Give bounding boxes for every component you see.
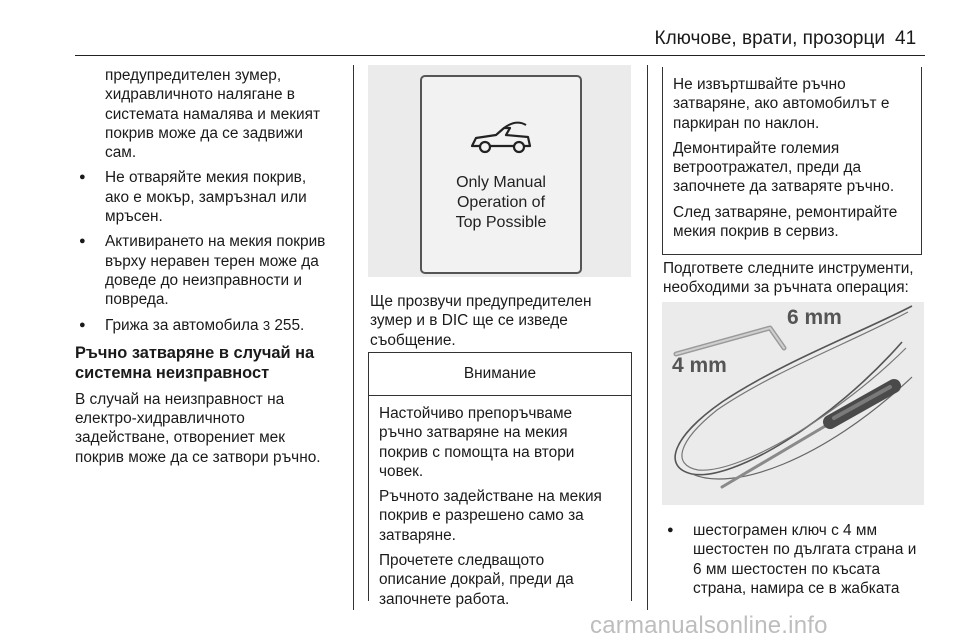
body-paragraph — [75, 390, 350, 467]
text-line: ● Не отваряйте мекия покрив, — [105, 169, 307, 187]
text-line: започнете работа. — [379, 590, 510, 608]
text-line: покрив може да се затвори ръчно. — [75, 448, 321, 466]
display-line: Only Manual — [456, 174, 546, 191]
warning-paragraph — [379, 551, 619, 609]
text-line: хидравличното налягане в — [105, 86, 295, 104]
warning-paragraph — [379, 404, 619, 481]
page-ref-arrow-icon: 3 — [262, 317, 271, 333]
note-paragraph — [673, 203, 921, 242]
text-line: доведе до неизправности и — [105, 271, 303, 289]
heading-line: Ръчно затваряне в случай на — [75, 343, 315, 362]
text-line: съобщение. — [370, 331, 456, 349]
text-line: Ще прозвучи предупредителен — [370, 293, 592, 310]
text-line: 6 мм шестостен по късата — [693, 560, 881, 578]
note-paragraph — [673, 139, 921, 197]
text-line: необходими за ръчната операция: — [663, 279, 909, 297]
bullet-item-care — [75, 316, 350, 335]
text-line: покрив с помощта на втори — [379, 443, 575, 461]
display-message — [422, 173, 580, 233]
care-link-text[interactable]: Грижа за автомобила — [105, 316, 259, 334]
watermark: carmanualsonline.info — [590, 612, 828, 639]
text-line: човек. — [379, 462, 424, 480]
text-line: ръчно затваряне на мекия — [379, 424, 568, 442]
tools-bullet — [663, 515, 928, 598]
display-line: Operation of — [456, 194, 546, 211]
text-line: шестостен по дългата страна и — [693, 541, 917, 559]
column-divider-1 — [353, 65, 354, 610]
continued-text — [75, 66, 350, 162]
text-line: След затваряне, ремонтирайте — [673, 203, 898, 221]
note-box — [662, 67, 922, 255]
warning-title: Внимание — [369, 353, 631, 396]
text-line: системата намалява и мекият — [105, 105, 321, 123]
care-page-ref[interactable]: 255. — [274, 316, 305, 334]
bullet-item — [75, 232, 350, 309]
note-paragraph — [673, 75, 921, 133]
page-header-title: Ключове, врати, прозорци — [654, 28, 885, 49]
text-line: електро-хидравличното — [75, 410, 245, 428]
section-heading — [75, 343, 350, 383]
text-line: предупредителен зумер, — [105, 67, 282, 84]
text-line: Ръчното задействане на мекия — [379, 488, 602, 506]
bullet-item — [75, 168, 350, 226]
tools-illustration — [662, 302, 924, 505]
text-line: паркиран по наклон. — [673, 114, 820, 132]
text-line: върху неравен терен може да — [105, 252, 319, 270]
display-caption — [370, 292, 630, 350]
header-rule — [75, 55, 925, 56]
dic-display-screen — [420, 75, 582, 274]
text-line — [105, 316, 350, 335]
column-divider-2 — [647, 65, 648, 610]
heading-line: системна неизправност — [75, 363, 270, 382]
text-line: мекия покрив в сервиз. — [673, 223, 839, 241]
text-line: задействане, отворениет мек — [75, 429, 285, 447]
text-line: затваряне, ако автомобилът е — [673, 95, 890, 113]
text-line: покрив е разрешено само за — [379, 507, 584, 525]
text-line: зумер и в DIC ще се изведе — [370, 312, 568, 330]
text-line: мръсен. — [105, 208, 163, 226]
text-line: затваряне. — [379, 526, 456, 544]
text-line: ако е мокър, замръзнал или — [105, 188, 307, 206]
display-line: Top Possible — [455, 214, 547, 231]
tools-intro — [663, 259, 928, 298]
warning-paragraph — [379, 487, 619, 545]
text-line: страна, намира се в жабката — [693, 579, 900, 597]
text-line: В случай на неизправност на — [75, 390, 285, 408]
text-line: Демонтирайте големия — [673, 139, 840, 157]
bullet-item — [663, 521, 928, 598]
text-line: Не извъртшвайте ръчно — [673, 76, 846, 93]
convertible-car-icon — [466, 119, 536, 159]
warning-body — [369, 396, 631, 609]
text-line: започнете да затваряте ръчно. — [673, 178, 895, 196]
text-line: ● Активирането на мекия покрив — [105, 233, 326, 251]
text-line: Прочетете следващото — [379, 552, 545, 570]
text-line: повреда. — [105, 291, 169, 309]
text-line: описание докрай, преди да — [379, 571, 574, 589]
tool-label-6mm: 6 mm — [787, 306, 842, 329]
text-line: Настойчиво препоръчваме — [379, 405, 573, 422]
text-line: ● шестограмен ключ с 4 мм — [693, 522, 878, 539]
page-number: 41 — [895, 28, 917, 49]
column-1 — [75, 66, 350, 467]
tool-label-4mm: 4 mm — [672, 354, 727, 377]
text-line: Подгответе следните инструменти, — [663, 260, 914, 277]
warning-box — [368, 352, 632, 608]
text-line: ветроотражател, преди да — [673, 159, 862, 177]
text-line: сам. — [105, 144, 137, 162]
text-line: покрив може да се задвижи — [105, 124, 303, 142]
